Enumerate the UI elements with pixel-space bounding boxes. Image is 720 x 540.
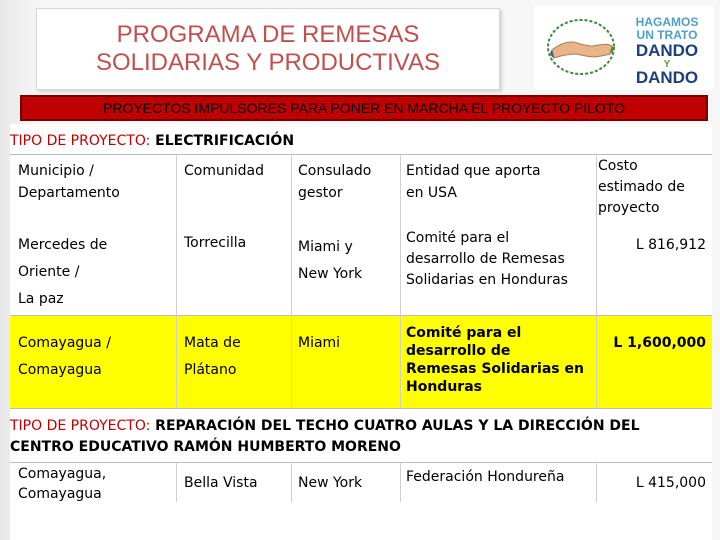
row2-comunidad: Mata de Plátano [184, 335, 241, 378]
title-box [36, 8, 500, 90]
row1-comunidad: Torrecilla [184, 235, 247, 251]
row3-entidad: Federación Hondureña [406, 469, 565, 485]
row3-comunidad: Bella Vista [184, 475, 258, 491]
column-divider [176, 462, 177, 502]
project-type-value-cont: CENTRO EDUCATIVO RAMÓN HUMBERTO MORENO [10, 439, 401, 455]
row2-consulado: Miami [298, 335, 341, 351]
header-comunidad: Comunidad [184, 163, 264, 179]
row1-costo: L 816,912 [635, 237, 706, 253]
project-type-label: TIPO DE PROYECTO: [10, 418, 151, 434]
row3-consulado: New York [298, 475, 363, 491]
row1-entidad: Comité para el desarrollo de Remesas Solidarias en Honduras [406, 230, 568, 288]
column-divider [596, 154, 597, 408]
column-divider [596, 462, 597, 502]
header-entidad: Entidad que aporta en USA [406, 163, 541, 201]
project-type-1 [10, 133, 712, 149]
row2-costo: L 1,600,000 [613, 335, 706, 351]
title-line-2: SOLIDARIAS Y PRODUCTIVAS [95, 49, 441, 76]
logo-text: HAGAMOS UN TRATO DANDO Y DANDO [635, 15, 699, 87]
header-municipio: Municipio / Departamento [18, 163, 120, 201]
handshake-icon [546, 16, 616, 78]
project-type-label: TIPO DE PROYECTO: [10, 133, 151, 149]
row3-municipio: Comayagua, Comayagua [18, 466, 107, 502]
row1-municipio: Mercedes de Oriente / La paz [18, 237, 108, 307]
project-type-value: REPARACIÓN DEL TECHO CUATRO AULAS Y LA DIRECCIÓN DEL [150, 418, 640, 434]
row1-consulado: Miami y New York [298, 239, 363, 282]
row3-costo: L 415,000 [635, 475, 706, 491]
row-divider [10, 462, 712, 463]
column-divider [400, 154, 401, 408]
header-consulado: Consulado gestor [298, 163, 372, 201]
column-divider [400, 462, 401, 502]
table-row-highlighted [10, 316, 712, 408]
column-divider [176, 154, 177, 408]
row2-municipio: Comayagua / Comayagua [18, 335, 111, 378]
row2-entidad: Comité para el desarrollo de Remesas Solidarias en Honduras [406, 325, 584, 395]
project-type-value: ELECTRIFICACIÓN [150, 133, 295, 149]
section-banner: PROYECTOS IMPULSORES PARA PONER EN MARCHA EL PROYECTO PILOTO [20, 95, 708, 121]
header-costo: Costo estimado de proyecto [598, 158, 685, 216]
logo [534, 6, 714, 90]
title-line-1: PROGRAMA DE REMESAS [116, 21, 420, 48]
row-divider [10, 408, 712, 409]
project-type-2 [10, 416, 712, 458]
column-divider [291, 154, 292, 408]
column-divider [291, 462, 292, 502]
